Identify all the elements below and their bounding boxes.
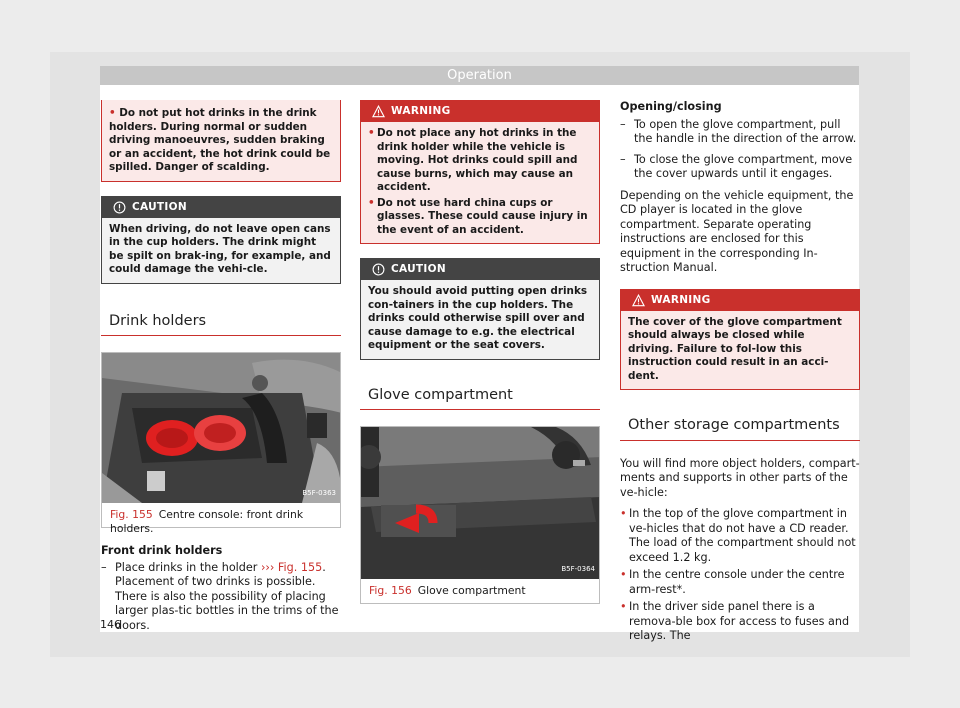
warning-item — [368, 127, 592, 195]
instruction-item: – To open the glove compartment, pull the handle in the direction of the arrow. — [620, 118, 860, 147]
warning-box — [620, 289, 860, 391]
caution-icon — [113, 201, 126, 214]
glove-compartment-illustration — [361, 427, 599, 579]
subhead-opening-closing: Opening/closing — [620, 100, 722, 113]
bullet-icon: • — [109, 107, 120, 119]
figure-caption-text: Glove compartment — [417, 584, 526, 597]
instruction-item — [101, 561, 341, 634]
figure-caption — [361, 579, 599, 603]
warning-header — [621, 290, 859, 311]
cross-ref-arrow: ››› — [260, 560, 275, 574]
warning-triangle-icon — [372, 105, 385, 118]
caution-icon — [372, 263, 385, 276]
figure-number: Fig. 155 — [110, 508, 153, 521]
caution-header — [102, 197, 340, 218]
figure-code: B5F-0363 — [302, 488, 336, 497]
drink-holders-illustration — [102, 353, 340, 503]
warning-label: WARNING — [391, 105, 451, 117]
instruction-text: Place drinks in the holder — [115, 560, 258, 574]
caution-text: You should avoid putting open drinks con-tainers in the cup holders. The drinks could otherwise spill over and cause damage to e.g. the electrical equipment or the seat covers. — [361, 280, 599, 359]
section-title-other-storage: Other storage compartments — [620, 414, 860, 441]
right-column — [620, 100, 860, 644]
warning-box — [360, 100, 600, 244]
caution-label: CAUTION — [132, 200, 187, 213]
left-column — [101, 100, 341, 633]
middle-column — [360, 100, 600, 604]
figure-155 — [101, 352, 341, 535]
glove-compartment-photo — [361, 427, 599, 579]
figure-number: Fig. 156 — [369, 584, 412, 597]
warning-item — [368, 197, 592, 238]
figure-caption — [102, 503, 340, 535]
instruction-item: – To close the glove compartment, move the cover upwards until it engages. — [620, 153, 860, 182]
warning-text: Do not put hot drinks in the drink holders. During normal or sudden driving manoeuvres, sudden braking or an accident, the hot drink could be spilled. Danger of scalding. — [109, 107, 331, 173]
figure-link[interactable]: Fig. 155 — [277, 560, 323, 574]
caution-box — [360, 258, 600, 360]
warning-label: WARNING — [651, 293, 711, 306]
section-title-drink-holders: Drink holders — [101, 310, 341, 337]
figure-156 — [360, 426, 600, 604]
caution-box — [101, 196, 341, 284]
warning-item-text: Do not place any hot drinks in the drink holder while the vehicle is moving. Hot drinks could spill and cause burns, which may cause an accident. — [377, 127, 578, 193]
warning-header — [361, 101, 599, 122]
list-item: • In the centre console under the centre arm-rest*. — [620, 568, 860, 597]
caution-text: When driving, do not leave open cans in the cup holders. The drink might be spilt on brak-ing, for example, and could damage the vehi-cle. — [102, 218, 340, 283]
warning-item-text: Do not use hard china cups or glasses. These could cause injury in the event of an accident. — [377, 196, 588, 236]
figure-code: B5F-0364 — [561, 564, 595, 573]
warning-body — [361, 122, 599, 243]
paragraph-cd-player: Depending on the vehicle equipment, the CD player is located in the glove compartment. Separate operating instructions are enclosed for this equipment in the corresponding In-struction Manual. — [620, 188, 854, 274]
warning-triangle-icon — [632, 294, 645, 307]
figure-caption-text: Centre console: front drink holders. — [110, 508, 304, 535]
drink-holders-photo — [102, 353, 340, 503]
page-number: 146 — [100, 618, 121, 631]
warning-box-continued — [101, 100, 341, 182]
list-item: • In the top of the glove compartment in ve-hicles that do not have a CD reader. The load of the compartment should not exceed 1.2 kg. — [620, 507, 860, 565]
caution-header — [361, 259, 599, 280]
section-title-glove-compartment: Glove compartment — [360, 384, 600, 411]
instruction-text-cont: . Placement of two drinks is possible. There is also the possibility of placing larger plas-tic bottles in the trims of the doors. — [115, 560, 339, 632]
warning-text: The cover of the glove compartment should always be closed while driving. Failure to fol-low this instruction could result in an acci-dent. — [621, 311, 859, 390]
intro-paragraph: You will find more object holders, compart-ments and supports in other parts of the ve-hicle: — [620, 456, 860, 499]
caution-label: CAUTION — [391, 263, 446, 275]
subhead-front-drink-holders: Front drink holders — [101, 544, 223, 557]
page-header: Operation — [100, 66, 859, 85]
list-item: • In the driver side panel there is a remova-ble box for access to fuses and relays. The — [620, 600, 860, 644]
